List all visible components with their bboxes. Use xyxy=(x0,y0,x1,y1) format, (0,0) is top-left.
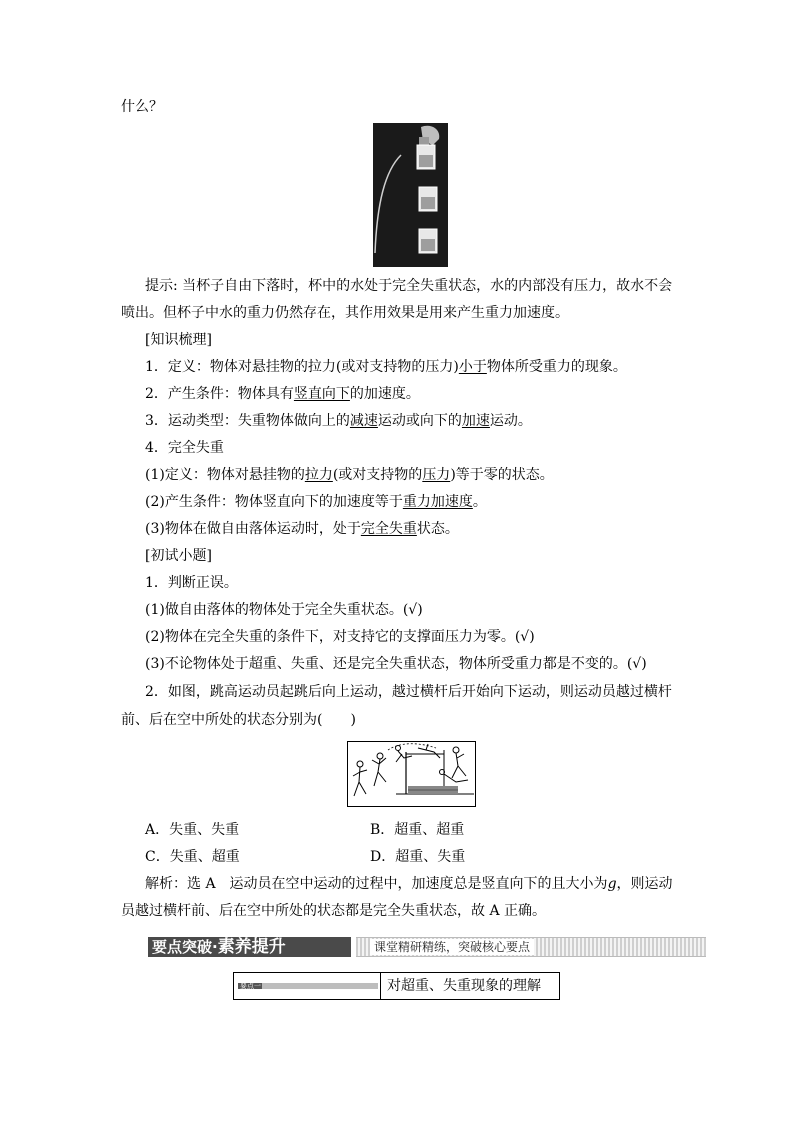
banner-subtitle: 课堂精研精练，突破核心要点 xyxy=(370,939,534,955)
blank-answer: 重力加速度 xyxy=(402,494,473,510)
definition-line-4-3: (3)物体在做自由落体运动时，处于完全失重状态。 xyxy=(145,521,459,537)
definition-line-4-1: (1)定义：物体对悬挂物的拉力(或对支持物的压力)等于零的状态。 xyxy=(145,467,554,483)
section-heading-practice: [初试小题] xyxy=(145,548,212,564)
blank-answer: 拉力 xyxy=(304,467,333,483)
question-1-1: (1)做自由落体的物体处于完全失重状态。(√) xyxy=(145,602,423,618)
question-2-line-2: 前、后在空中所处的状态分别为( ) xyxy=(121,712,356,728)
falling-cups-illustration xyxy=(373,123,448,267)
definition-line-2: 2．产生条件：物体具有竖直向下的加速度。 xyxy=(145,386,420,402)
option-c: C．失重、超重 xyxy=(145,849,240,865)
hint-line-1: 提示: 当杯子自由下落时，杯中的水处于完全失重状态，水的内部没有压力，故水不会 xyxy=(145,278,673,294)
blank-answer: 完全失重 xyxy=(360,521,417,537)
topic-tag-bar xyxy=(238,983,378,989)
question-1: 1．判断正误。 xyxy=(145,575,238,591)
blank-answer: 小于 xyxy=(458,359,487,375)
text-line: 什么？ xyxy=(121,99,163,115)
definition-line-1: 1．定义：物体对悬挂物的拉力(或对支持物的压力)小于物体所受重力的现象。 xyxy=(145,359,627,375)
falling-cups-photo xyxy=(373,123,448,267)
blank-answer: 压力 xyxy=(422,467,451,483)
section-heading-knowledge: [知识梳理] xyxy=(145,332,212,348)
option-d: D．超重、失重 xyxy=(370,849,466,865)
blank-answer: 竖直向下 xyxy=(293,386,350,402)
high-jump-illustration xyxy=(348,742,475,806)
definition-line-4-2: (2)产生条件：物体竖直向下的加速度等于重力加速度。 xyxy=(145,494,487,510)
banner-subtitle-strip xyxy=(356,937,706,957)
answer-line-1: 解析：选 A 运动员在空中运动的过程中，加速度总是竖直向下的且大小为g，则运动 xyxy=(145,876,673,892)
topic-title: 对超重、失重现象的理解 xyxy=(380,973,541,999)
question-1-2: (2)物体在完全失重的条件下，对支持它的支撑面压力为零。(√) xyxy=(145,629,535,645)
question-2-line-1: 2．如图，跳高运动员起跳后向上运动，越过横杆后开始向下运动，则运动员越过横杆 xyxy=(145,684,672,700)
definition-line-3: 3．运动类型：失重物体做向上的减速运动或向下的加速运动。 xyxy=(145,413,532,429)
high-jump-figure xyxy=(347,741,476,807)
hint-line-2: 喷出。但杯子中水的重力仍然存在，其作用效果是用来产生重力加速度。 xyxy=(121,305,569,321)
banner-title: 要点突破·素养提升 xyxy=(148,937,351,957)
option-a: A．失重、失重 xyxy=(145,822,240,838)
option-b: B．超重、超重 xyxy=(370,822,465,838)
topic-tag: 要点一 xyxy=(240,982,261,990)
section-banner xyxy=(148,935,706,958)
answer-line-2: 员越过横杆前、后在空中所处的状态都是完全失重状态，故 A 正确。 xyxy=(121,903,547,919)
gravity-symbol: g xyxy=(607,876,617,892)
topic-box xyxy=(233,972,560,1000)
question-1-3: (3)不论物体处于超重、失重、还是完全失重状态，物体所受重力都是不变的。(√) xyxy=(145,656,647,672)
blank-answer: 减速 xyxy=(349,413,378,429)
blank-answer: 加速 xyxy=(461,413,490,429)
definition-line-4: 4．完全失重 xyxy=(145,440,224,456)
